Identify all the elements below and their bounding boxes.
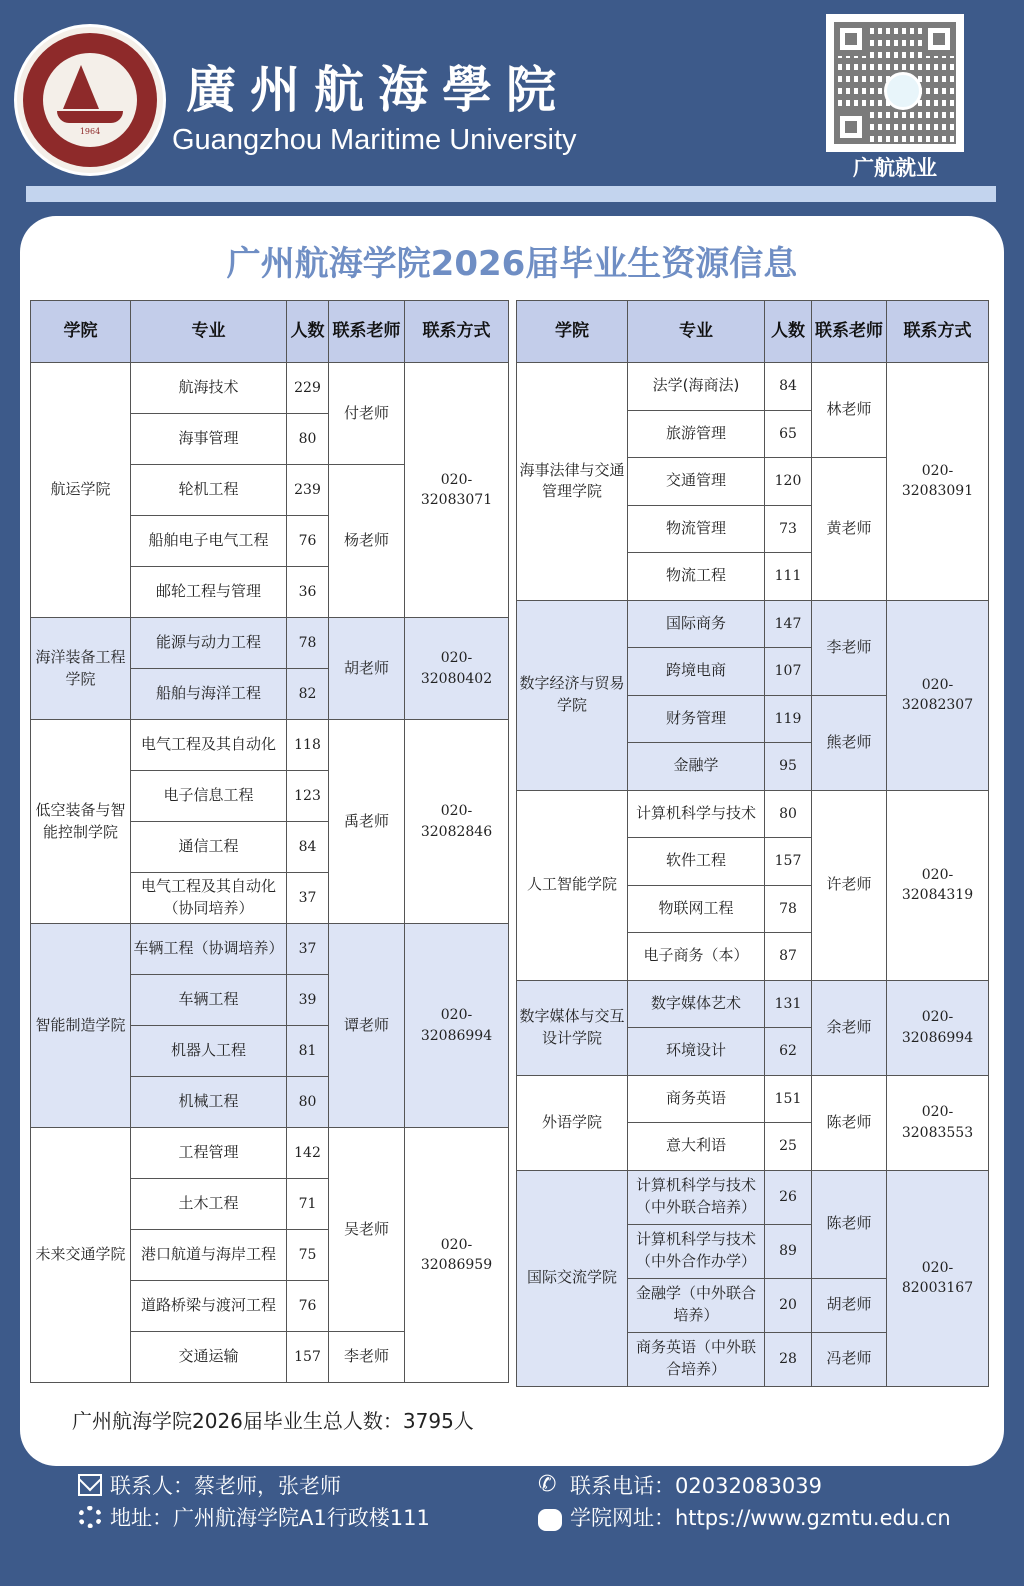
teacher-cell: 李老师 — [812, 600, 887, 695]
count-cell: 75 — [287, 1230, 329, 1281]
count-cell: 25 — [765, 1123, 812, 1171]
qr-finder — [834, 110, 868, 144]
header-teacher: 联系老师 — [812, 301, 887, 363]
college-cell: 智能制造学院 — [31, 924, 131, 1128]
table-row — [517, 790, 989, 838]
teacher-cell: 吴老师 — [329, 1128, 405, 1332]
count-cell: 78 — [765, 885, 812, 933]
phone-icon: ✆ — [538, 1472, 557, 1497]
header-major: 专业 — [628, 301, 765, 363]
major-cell: 船舶与海洋工程 — [131, 669, 287, 720]
phone-cell: 020-32083553 — [887, 1075, 989, 1170]
count-cell: 82 — [287, 669, 329, 720]
count-cell: 28 — [765, 1332, 812, 1386]
table-row — [31, 618, 509, 669]
teacher-cell: 李老师 — [329, 1332, 405, 1383]
teacher-cell: 陈老师 — [812, 1075, 887, 1170]
major-cell: 车辆工程 — [131, 975, 287, 1026]
header-count: 人数 — [287, 301, 329, 363]
count-cell: 123 — [287, 771, 329, 822]
count-cell: 239 — [287, 465, 329, 516]
header-teacher: 联系老师 — [329, 301, 405, 363]
table-row — [517, 363, 989, 411]
count-cell: 89 — [765, 1224, 812, 1278]
phone-cell: 020-32080402 — [405, 618, 509, 720]
teacher-cell: 禹老师 — [329, 720, 405, 924]
count-cell: 20 — [765, 1278, 812, 1332]
major-cell: 电子信息工程 — [131, 771, 287, 822]
major-cell: 计算机科学与技术（中外联合培养） — [628, 1170, 765, 1224]
count-cell: 157 — [287, 1332, 329, 1383]
qr-pattern — [834, 22, 956, 144]
left-table — [30, 300, 509, 1383]
teacher-cell: 陈老师 — [812, 1170, 887, 1278]
major-cell: 旅游管理 — [628, 410, 765, 458]
count-cell: 84 — [287, 822, 329, 873]
count-cell: 80 — [287, 414, 329, 465]
major-cell: 通信工程 — [131, 822, 287, 873]
major-cell: 电子商务（本） — [628, 933, 765, 981]
major-cell: 能源与动力工程 — [131, 618, 287, 669]
teacher-cell: 胡老师 — [329, 618, 405, 720]
phone-cell: 020-32086994 — [887, 980, 989, 1075]
phone-cell: 020-32083091 — [887, 363, 989, 601]
count-cell: 229 — [287, 363, 329, 414]
major-cell: 邮轮工程与管理 — [131, 567, 287, 618]
footer-contact — [78, 1470, 341, 1500]
teacher-cell: 杨老师 — [329, 465, 405, 618]
page-title: 广州航海学院2026届毕业生资源信息 — [226, 244, 798, 284]
mail-icon — [78, 1474, 102, 1496]
ship-hull-icon — [57, 111, 123, 123]
count-cell: 84 — [765, 363, 812, 411]
college-cell: 航运学院 — [31, 363, 131, 618]
header-college: 学院 — [31, 301, 131, 363]
table-row — [517, 1170, 989, 1224]
total-graduates: 广州航海学院2026届毕业生总人数：3795人 — [72, 1409, 474, 1433]
count-cell: 71 — [287, 1179, 329, 1230]
count-cell: 131 — [765, 980, 812, 1028]
count-cell: 37 — [287, 873, 329, 924]
phone-cell: 020-32084319 — [887, 790, 989, 980]
table-row — [31, 720, 509, 771]
table-row — [517, 600, 989, 648]
gear-icon — [78, 1506, 102, 1528]
major-cell: 电气工程及其自动化 — [131, 720, 287, 771]
qr-finder — [834, 22, 868, 56]
count-cell: 87 — [765, 933, 812, 981]
count-cell: 120 — [765, 458, 812, 506]
count-cell: 111 — [765, 553, 812, 601]
teacher-cell: 黄老师 — [812, 458, 887, 601]
phone-cell: 020-32086959 — [405, 1128, 509, 1383]
phone-text[interactable]: 联系电话：02032083039 — [570, 1474, 822, 1498]
major-cell: 机器人工程 — [131, 1026, 287, 1077]
table-row — [517, 1075, 989, 1123]
count-cell: 119 — [765, 695, 812, 743]
teacher-cell: 熊老师 — [812, 695, 887, 790]
major-cell: 工程管理 — [131, 1128, 287, 1179]
footer-phone — [538, 1470, 822, 1500]
table-row — [31, 924, 509, 975]
qr-finder — [922, 22, 956, 56]
table-header-row — [31, 301, 509, 363]
college-cell: 未来交通学院 — [31, 1128, 131, 1383]
major-cell: 国际商务 — [628, 600, 765, 648]
major-cell: 船舶电子电气工程 — [131, 516, 287, 567]
university-name-en: Guangzhou Maritime University — [172, 124, 577, 156]
college-cell: 人工智能学院 — [517, 790, 628, 980]
count-cell: 118 — [287, 720, 329, 771]
university-name-cn: 廣州航海學院 — [186, 60, 570, 119]
major-cell: 法学(海商法) — [628, 363, 765, 411]
major-cell: 土木工程 — [131, 1179, 287, 1230]
count-cell: 81 — [287, 1026, 329, 1077]
count-cell: 76 — [287, 1281, 329, 1332]
major-cell: 海事管理 — [131, 414, 287, 465]
header-phone: 联系方式 — [887, 301, 989, 363]
college-cell: 数字媒体与交互设计学院 — [517, 980, 628, 1075]
qr-code[interactable] — [826, 14, 964, 152]
header-college: 学院 — [517, 301, 628, 363]
table-row — [31, 363, 509, 414]
phone-cell: 020-82003167 — [887, 1170, 989, 1386]
phone-cell: 020-32086994 — [405, 924, 509, 1128]
major-cell: 财务管理 — [628, 695, 765, 743]
major-cell: 车辆工程（协调培养） — [131, 924, 287, 975]
count-cell: 157 — [765, 838, 812, 886]
table-header-row — [517, 301, 989, 363]
count-cell: 73 — [765, 505, 812, 553]
count-cell: 65 — [765, 410, 812, 458]
major-cell: 意大利语 — [628, 1123, 765, 1171]
teacher-cell: 胡老师 — [812, 1278, 887, 1332]
contact-text: 联系人：蔡老师，张老师 — [110, 1474, 341, 1498]
count-cell: 39 — [287, 975, 329, 1026]
major-cell: 物流工程 — [628, 553, 765, 601]
major-cell: 数字媒体艺术 — [628, 980, 765, 1028]
major-cell: 跨境电商 — [628, 648, 765, 696]
footer-website — [538, 1502, 951, 1532]
header-phone: 联系方式 — [405, 301, 509, 363]
table-row — [31, 1128, 509, 1179]
major-cell: 商务英语（中外联合培养） — [628, 1332, 765, 1386]
address-text: 地址：广州航海学院A1行政楼111 — [110, 1506, 430, 1530]
count-cell: 37 — [287, 924, 329, 975]
count-cell: 142 — [287, 1128, 329, 1179]
count-cell: 95 — [765, 743, 812, 791]
major-cell: 金融学（中外联合培养） — [628, 1278, 765, 1332]
college-cell: 外语学院 — [517, 1075, 628, 1170]
right-table — [516, 300, 989, 1387]
count-cell: 36 — [287, 567, 329, 618]
major-cell: 航海技术 — [131, 363, 287, 414]
major-cell: 软件工程 — [628, 838, 765, 886]
header-major: 专业 — [131, 301, 287, 363]
count-cell: 147 — [765, 600, 812, 648]
major-cell: 港口航道与海岸工程 — [131, 1230, 287, 1281]
major-cell: 计算机科学与技术（中外合作办学） — [628, 1224, 765, 1278]
count-cell: 80 — [287, 1077, 329, 1128]
major-cell: 物流管理 — [628, 505, 765, 553]
table-row — [517, 980, 989, 1028]
teacher-cell: 冯老师 — [812, 1332, 887, 1386]
count-cell: 80 — [765, 790, 812, 838]
count-cell: 151 — [765, 1075, 812, 1123]
teacher-cell: 许老师 — [812, 790, 887, 980]
teacher-cell: 谭老师 — [329, 924, 405, 1128]
teacher-cell: 余老师 — [812, 980, 887, 1075]
major-cell: 电气工程及其自动化（协同培养） — [131, 873, 287, 924]
teacher-cell: 付老师 — [329, 363, 405, 465]
major-cell: 机械工程 — [131, 1077, 287, 1128]
phone-cell: 020-32082846 — [405, 720, 509, 924]
college-cell: 国际交流学院 — [517, 1170, 628, 1386]
major-cell: 环境设计 — [628, 1028, 765, 1076]
header-count: 人数 — [765, 301, 812, 363]
count-cell: 26 — [765, 1170, 812, 1224]
university-logo — [14, 24, 166, 176]
sail-icon — [63, 65, 99, 109]
header-divider — [26, 186, 996, 202]
count-cell: 76 — [287, 516, 329, 567]
college-cell: 海事法律与交通管理学院 — [517, 363, 628, 601]
count-cell: 107 — [765, 648, 812, 696]
footer-address — [78, 1502, 430, 1532]
phone-cell: 020-32083071 — [405, 363, 509, 618]
count-cell: 78 — [287, 618, 329, 669]
teacher-cell: 林老师 — [812, 363, 887, 458]
major-cell: 商务英语 — [628, 1075, 765, 1123]
major-cell: 道路桥梁与渡河工程 — [131, 1281, 287, 1332]
major-cell: 交通管理 — [628, 458, 765, 506]
major-cell: 轮机工程 — [131, 465, 287, 516]
count-cell: 62 — [765, 1028, 812, 1076]
qr-logo-icon — [884, 72, 922, 110]
college-cell: 低空装备与智能控制学院 — [31, 720, 131, 924]
cloud-icon — [538, 1509, 562, 1531]
phone-cell: 020-32082307 — [887, 600, 989, 790]
major-cell: 计算机科学与技术 — [628, 790, 765, 838]
major-cell: 交通运输 — [131, 1332, 287, 1383]
major-cell: 金融学 — [628, 743, 765, 791]
logo-year: 1964 — [79, 127, 101, 136]
college-cell: 海洋装备工程学院 — [31, 618, 131, 720]
website-link[interactable]: 学院网址：https://www.gzmtu.edu.cn — [570, 1506, 951, 1530]
qr-label: 广航就业 — [853, 156, 937, 180]
college-cell: 数字经济与贸易学院 — [517, 600, 628, 790]
major-cell: 物联网工程 — [628, 885, 765, 933]
